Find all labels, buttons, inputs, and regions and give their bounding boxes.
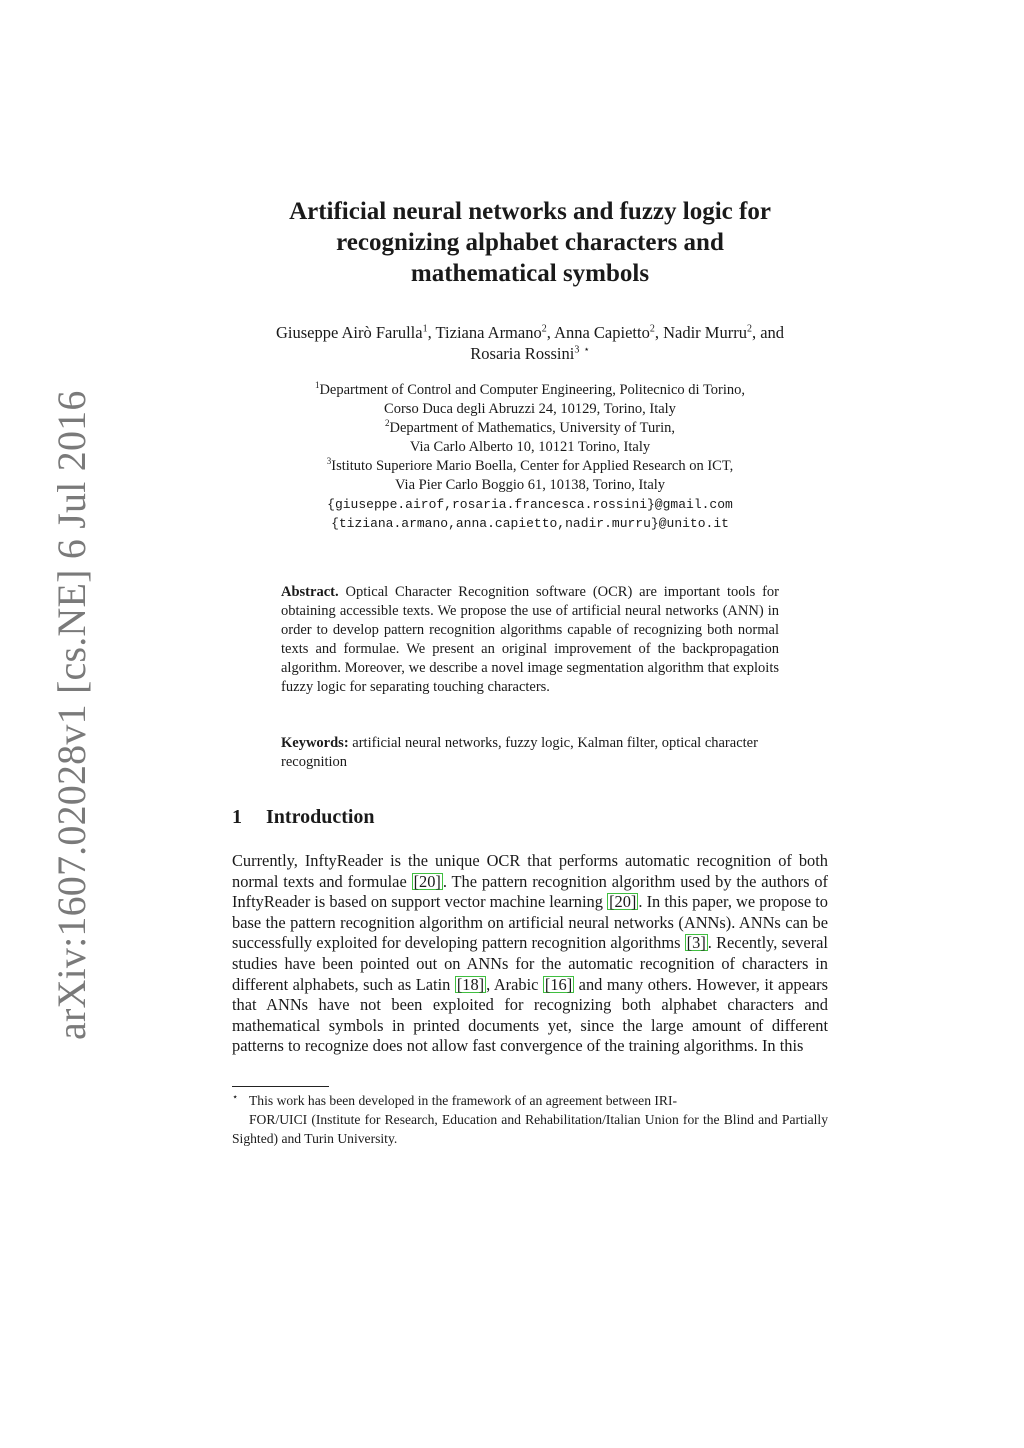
affiliation-mark: 2 xyxy=(746,323,752,335)
footnote-divider xyxy=(232,1086,329,1087)
title-line: Artificial neural networks and fuzzy logic for xyxy=(289,198,771,225)
keywords-label: Keywords: xyxy=(281,735,349,751)
affiliation-line: Corso Duca degli Abruzzi 24, 10129, Torino, Italy xyxy=(384,401,676,417)
citation-link[interactable]: [16] xyxy=(544,974,573,994)
author-list: Giuseppe Airò Farulla$^1$, Tiziana Armano$^2$, Anna Capietto$^2$, Nadir Murru$^2$, and Rosaria Rossini$^3$ ⋆ xyxy=(275,323,785,363)
citation-link[interactable]: [3] xyxy=(686,933,706,953)
citation-link[interactable]: [20] xyxy=(413,871,441,891)
paper-title xyxy=(200,196,860,289)
affiliation-number: 1 xyxy=(314,380,320,391)
section-title: Introduction xyxy=(266,806,375,828)
affiliation-mark: 2 xyxy=(649,323,655,335)
arxiv-identifier-stamp: arXiv:1607.02028v1 [cs.NE] 6 Jul 2016 xyxy=(49,390,94,1040)
author-conjunction: and xyxy=(760,323,785,342)
keywords xyxy=(281,734,779,772)
affiliation-number: 2 xyxy=(384,418,390,429)
section-heading xyxy=(232,806,375,829)
citation-link[interactable]: [20] xyxy=(609,892,637,912)
introduction-paragraph: Currently, InftyReader is the unique OCR that performs automatic recognition of both normal texts and formulae [20] . The pattern recognition algorithm used by the authors of InftyReader is based on support vector machine learning [20] . In this paper, we propose to base the pattern recognition algorithm on artificial neural networks (ANNs). ANNs can be successfully exploited for developing pattern recognition algorithms [3] . Recently, several studies have been pointed out on ANNs for the automatic recognition of characters in different alphabets, such as Latin [18] , Arabic [16] and many others. However, it appears that ANNs have not been exploited for recognizing both alphabet characters and mathematical symbols in printed documents yet, since the large amount of different patterns to recognize does not allow fast convergence of the training algorithms. In this xyxy=(232,851,828,1056)
author-name: Giuseppe Airò Farulla xyxy=(275,323,423,342)
keywords-text: artificial neural networks, fuzzy logic, Kalman filter, optical character recognition xyxy=(281,735,758,770)
affiliation-mark: 1 xyxy=(422,323,428,335)
affiliations-block xyxy=(200,381,860,533)
footnote-star-mark: ⋆ xyxy=(583,344,590,356)
affiliation-line: Via Pier Carlo Boggio 61, 10138, Torino, Italy xyxy=(394,477,666,493)
title-line: mathematical symbols xyxy=(410,260,650,287)
abstract-text: Optical Character Recognition software (OCR) are important tools for obtaining accessible texts. We propose the use of artificial neural networks (ANN) in order to develop pattern recognition algorithms capable of recognizing both normal texts and formulae. We present an original improvement of the backpropagation algorithm. Moreover, we describe a novel image segmentation algorithm that exploits fuzzy logic for separating touching characters. xyxy=(281,584,779,695)
affiliation-line: $^3$Istituto Superiore Mario Boella, Center for Applied Research on ICT, xyxy=(326,456,734,474)
abstract xyxy=(281,583,779,697)
footnote xyxy=(232,1091,828,1148)
affiliation-mark: 2 xyxy=(541,323,547,335)
title-line: recognizing alphabet characters and xyxy=(336,229,724,256)
section-number: 1 xyxy=(232,806,242,828)
author-emails: {tiziana.armano,anna.capietto,nadir.murru}@unito.it xyxy=(331,516,729,531)
affiliation-line: Via Carlo Alberto 10, 10121 Torino, Italy xyxy=(409,439,651,455)
footnote-marker: ⋆ xyxy=(232,1092,239,1103)
affiliation-mark: 3 xyxy=(574,344,580,356)
abstract-label: Abstract. xyxy=(281,584,339,600)
footnote-text: FOR/UICI (Institute for Research, Education and Rehabilitation/Italian Union for the Blind and Partially Sighted) and Turin University. xyxy=(232,1112,828,1146)
author-name: Tiziana Armano xyxy=(435,323,542,342)
footnote-text: This work has been developed in the framework of an agreement between IRI- xyxy=(249,1093,678,1108)
affiliation-number: 3 xyxy=(326,456,332,467)
author-emails: {giuseppe.airof,rosaria.francesca.rossini}@gmail.com xyxy=(327,497,733,512)
citation-link[interactable]: [18] xyxy=(456,974,485,994)
author-name: Rosaria Rossini xyxy=(470,344,575,363)
affiliation-line: $^1$Department of Control and Computer Engineering, Politecnico di Torino, xyxy=(314,380,746,398)
author-name: Nadir Murru xyxy=(663,323,747,342)
author-name: Anna Capietto xyxy=(554,323,650,342)
affiliation-line: $^2$Department of Mathematics, University of Turin, xyxy=(384,418,676,436)
